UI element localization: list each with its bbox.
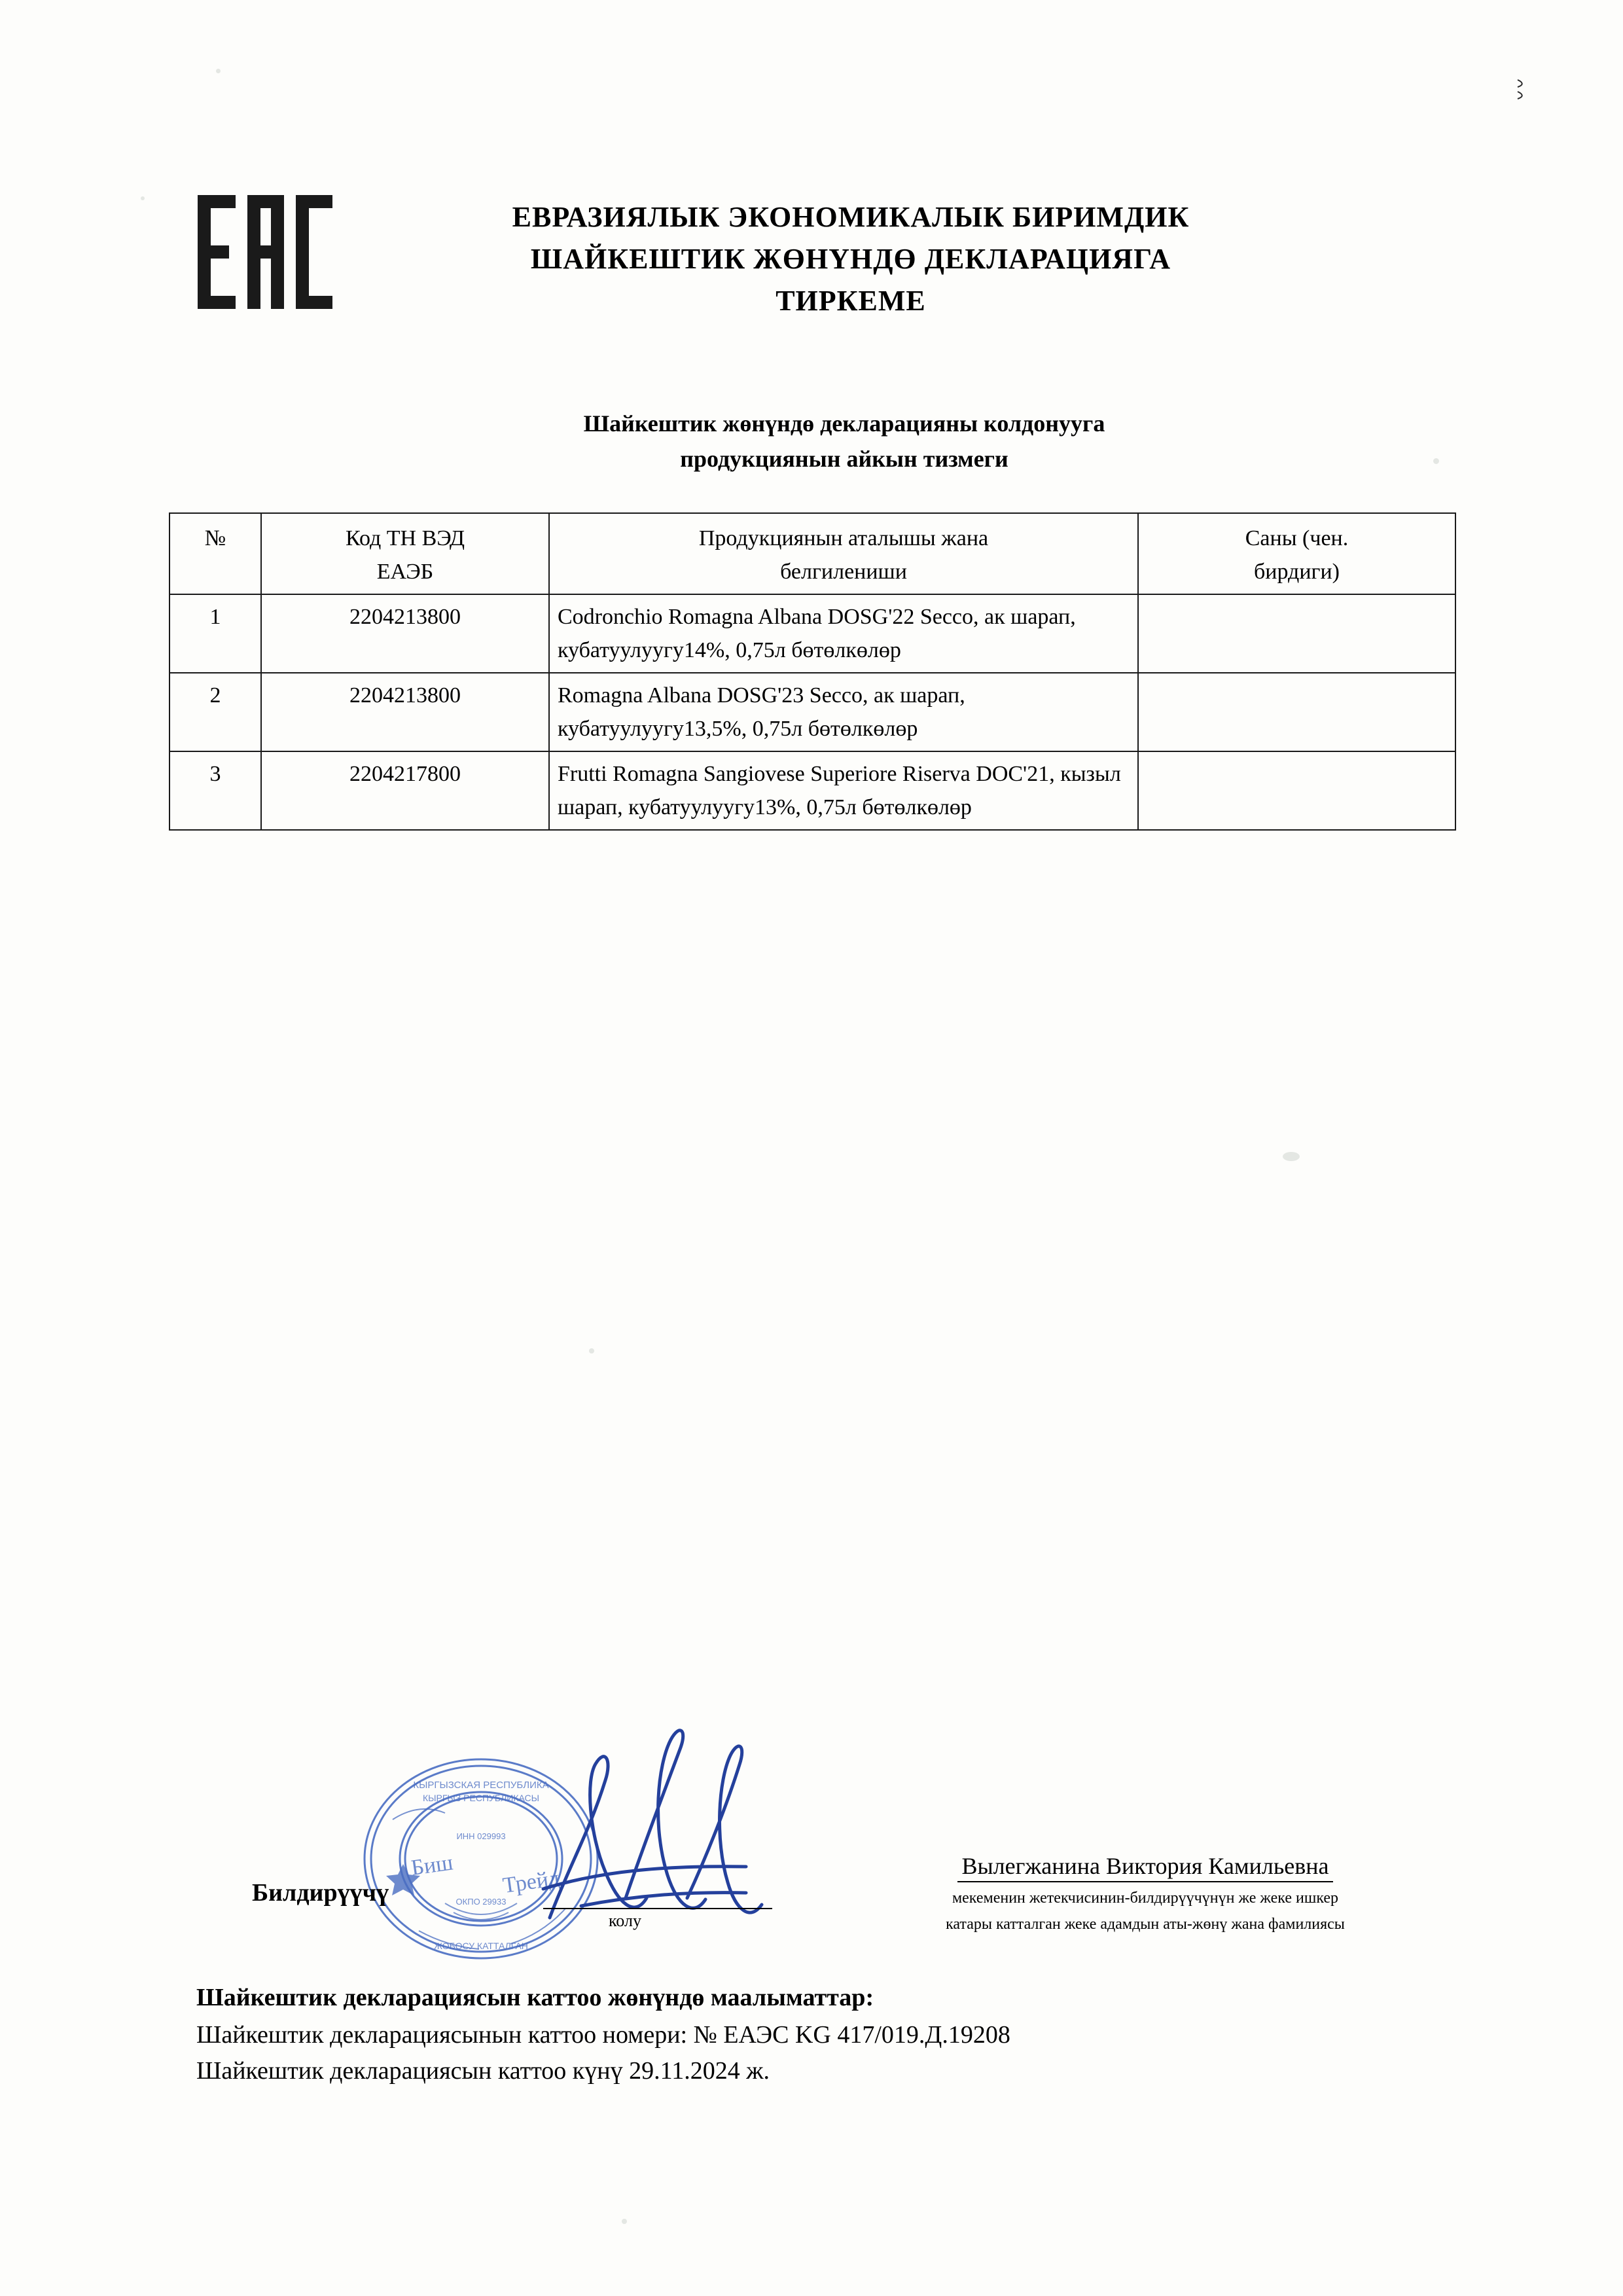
signature-note: колу (609, 1911, 641, 1930)
column-header-name-line-1: Продукциянын аталышы жана (698, 526, 989, 550)
svg-text:КЫРГЫЗСКАЯ РЕСПУБЛИКА: КЫРГЫЗСКАЯ РЕСПУБЛИКА (413, 1780, 549, 1791)
cell-quantity (1138, 751, 1455, 830)
column-header-code (261, 513, 549, 594)
table-row (169, 673, 1455, 751)
header-title-line-2: ШАЙКЕШТИК ЖӨНҮНДӨ ДЕКЛАРАЦИЯГА (530, 242, 1171, 275)
table-header-row (169, 513, 1455, 594)
column-header-number-text: № (204, 526, 226, 550)
cell-code: 2204217800 (261, 751, 549, 830)
subtitle-line-1: Шайкештик жөнүндө декларацияны колдонууга (583, 410, 1105, 437)
svg-text:КЫРГЫЗ РЕСПУБЛИКАСЫ: КЫРГЫЗ РЕСПУБЛИКАСЫ (422, 1793, 540, 1803)
cell-number: 2 (169, 673, 261, 751)
declarant-name-block (857, 1852, 1433, 1935)
cell-number: 3 (169, 751, 261, 830)
subtitle-line-2: продукциянын айкын тизмеги (680, 446, 1008, 472)
column-header-name-line-2: белгилениши (780, 560, 907, 584)
column-header-quantity-line-2: бирдиги) (1253, 560, 1340, 584)
svg-text:Биш: Биш (409, 1850, 455, 1880)
products-table (169, 512, 1456, 831)
declarant-name-note-line-2: катары катталган жеке адамдын аты-жөнү жана фамилиясы (946, 1916, 1345, 1933)
table-row (169, 594, 1455, 673)
scan-speck (216, 69, 221, 73)
column-header-quantity-line-1: Саны (чен. (1245, 526, 1349, 550)
registration-date-line (196, 2053, 1440, 2089)
cell-product-name: Codronchio Romagna Albana DOSG'22 Secco, ак шарап, кубатуулуугу14%, 0,75л бөтөлкөлөр (549, 594, 1138, 673)
registration-title: Шайкештик декларациясын каттоо жөнүндө маалыматтар: (196, 1984, 874, 2011)
declarant-name-note-line-1: мекеменин жетекчисинин-билдирүүчүнүн же жеке ишкер (952, 1890, 1339, 1907)
cell-number: 1 (169, 594, 261, 673)
cell-product-name: Romagna Albana DOSG'23 Secco, ак шарап, кубатуулуугу13,5%, 0,75л бөтөлкөлөр (549, 673, 1138, 751)
cell-code: 2204213800 (261, 673, 549, 751)
scan-speck (1433, 458, 1439, 464)
registration-number-value: № ЕАЭС KG 417/019.Д.19208 (693, 2021, 1010, 2049)
header-title-line-3: ТИРКЕМЕ (776, 284, 926, 317)
handwritten-signature (471, 1702, 838, 1990)
scan-speck (1283, 1152, 1300, 1161)
column-header-number (169, 513, 261, 594)
stray-mark (1516, 79, 1526, 101)
column-header-code-line-2: ЕАЭБ (376, 560, 434, 584)
column-header-quantity (1138, 513, 1455, 594)
declarant-label: Билдирүүчү (252, 1879, 389, 1907)
column-header-name (549, 513, 1138, 594)
header-title-line-1: ЕВРАЗИЯЛЫК ЭКОНОМИКАЛЫК БИРИМДИК (512, 201, 1190, 233)
svg-text:ОКПО 29933: ОКПО 29933 (455, 1897, 507, 1907)
registration-info-block (196, 1983, 1440, 2089)
document-subtitle (288, 406, 1400, 476)
registration-date-value: 29.11.2024 ж. (629, 2057, 770, 2085)
cell-quantity (1138, 673, 1455, 751)
eac-conformity-mark-icon (196, 190, 340, 314)
svg-text:ЖОБОСУ КАТТАЛГАН: ЖОБОСУ КАТТАЛГАН (434, 1941, 528, 1951)
svg-text:ИНН 029993: ИНН 029993 (456, 1831, 506, 1841)
header-title-group (340, 196, 1361, 321)
registration-number-line (196, 2017, 1440, 2053)
cell-quantity (1138, 594, 1455, 673)
registration-date-label: Шайкештик декларациясын каттоо күнү (196, 2057, 623, 2085)
declarant-full-name: Вылегжанина Виктория Камильевна (957, 1852, 1332, 1882)
cell-product-name: Frutti Romagna Sangiovese Superiore Riserva DOC'21, кызыл шарап, кубатуулуугу13%, 0,75л бөтөлкөлөр (549, 751, 1138, 830)
table-row (169, 751, 1455, 830)
svg-text:Трейд: Трейд (501, 1866, 562, 1898)
registration-number-label: Шайкештик декларациясынын каттоо номери: (196, 2021, 688, 2049)
scan-speck (622, 2219, 627, 2224)
products-table-container (169, 512, 1455, 831)
scan-speck (589, 1348, 594, 1354)
cell-code: 2204213800 (261, 594, 549, 673)
column-header-code-line-1: Код ТН ВЭД (345, 526, 465, 550)
scan-speck (141, 196, 145, 200)
signature-line (543, 1908, 772, 1909)
